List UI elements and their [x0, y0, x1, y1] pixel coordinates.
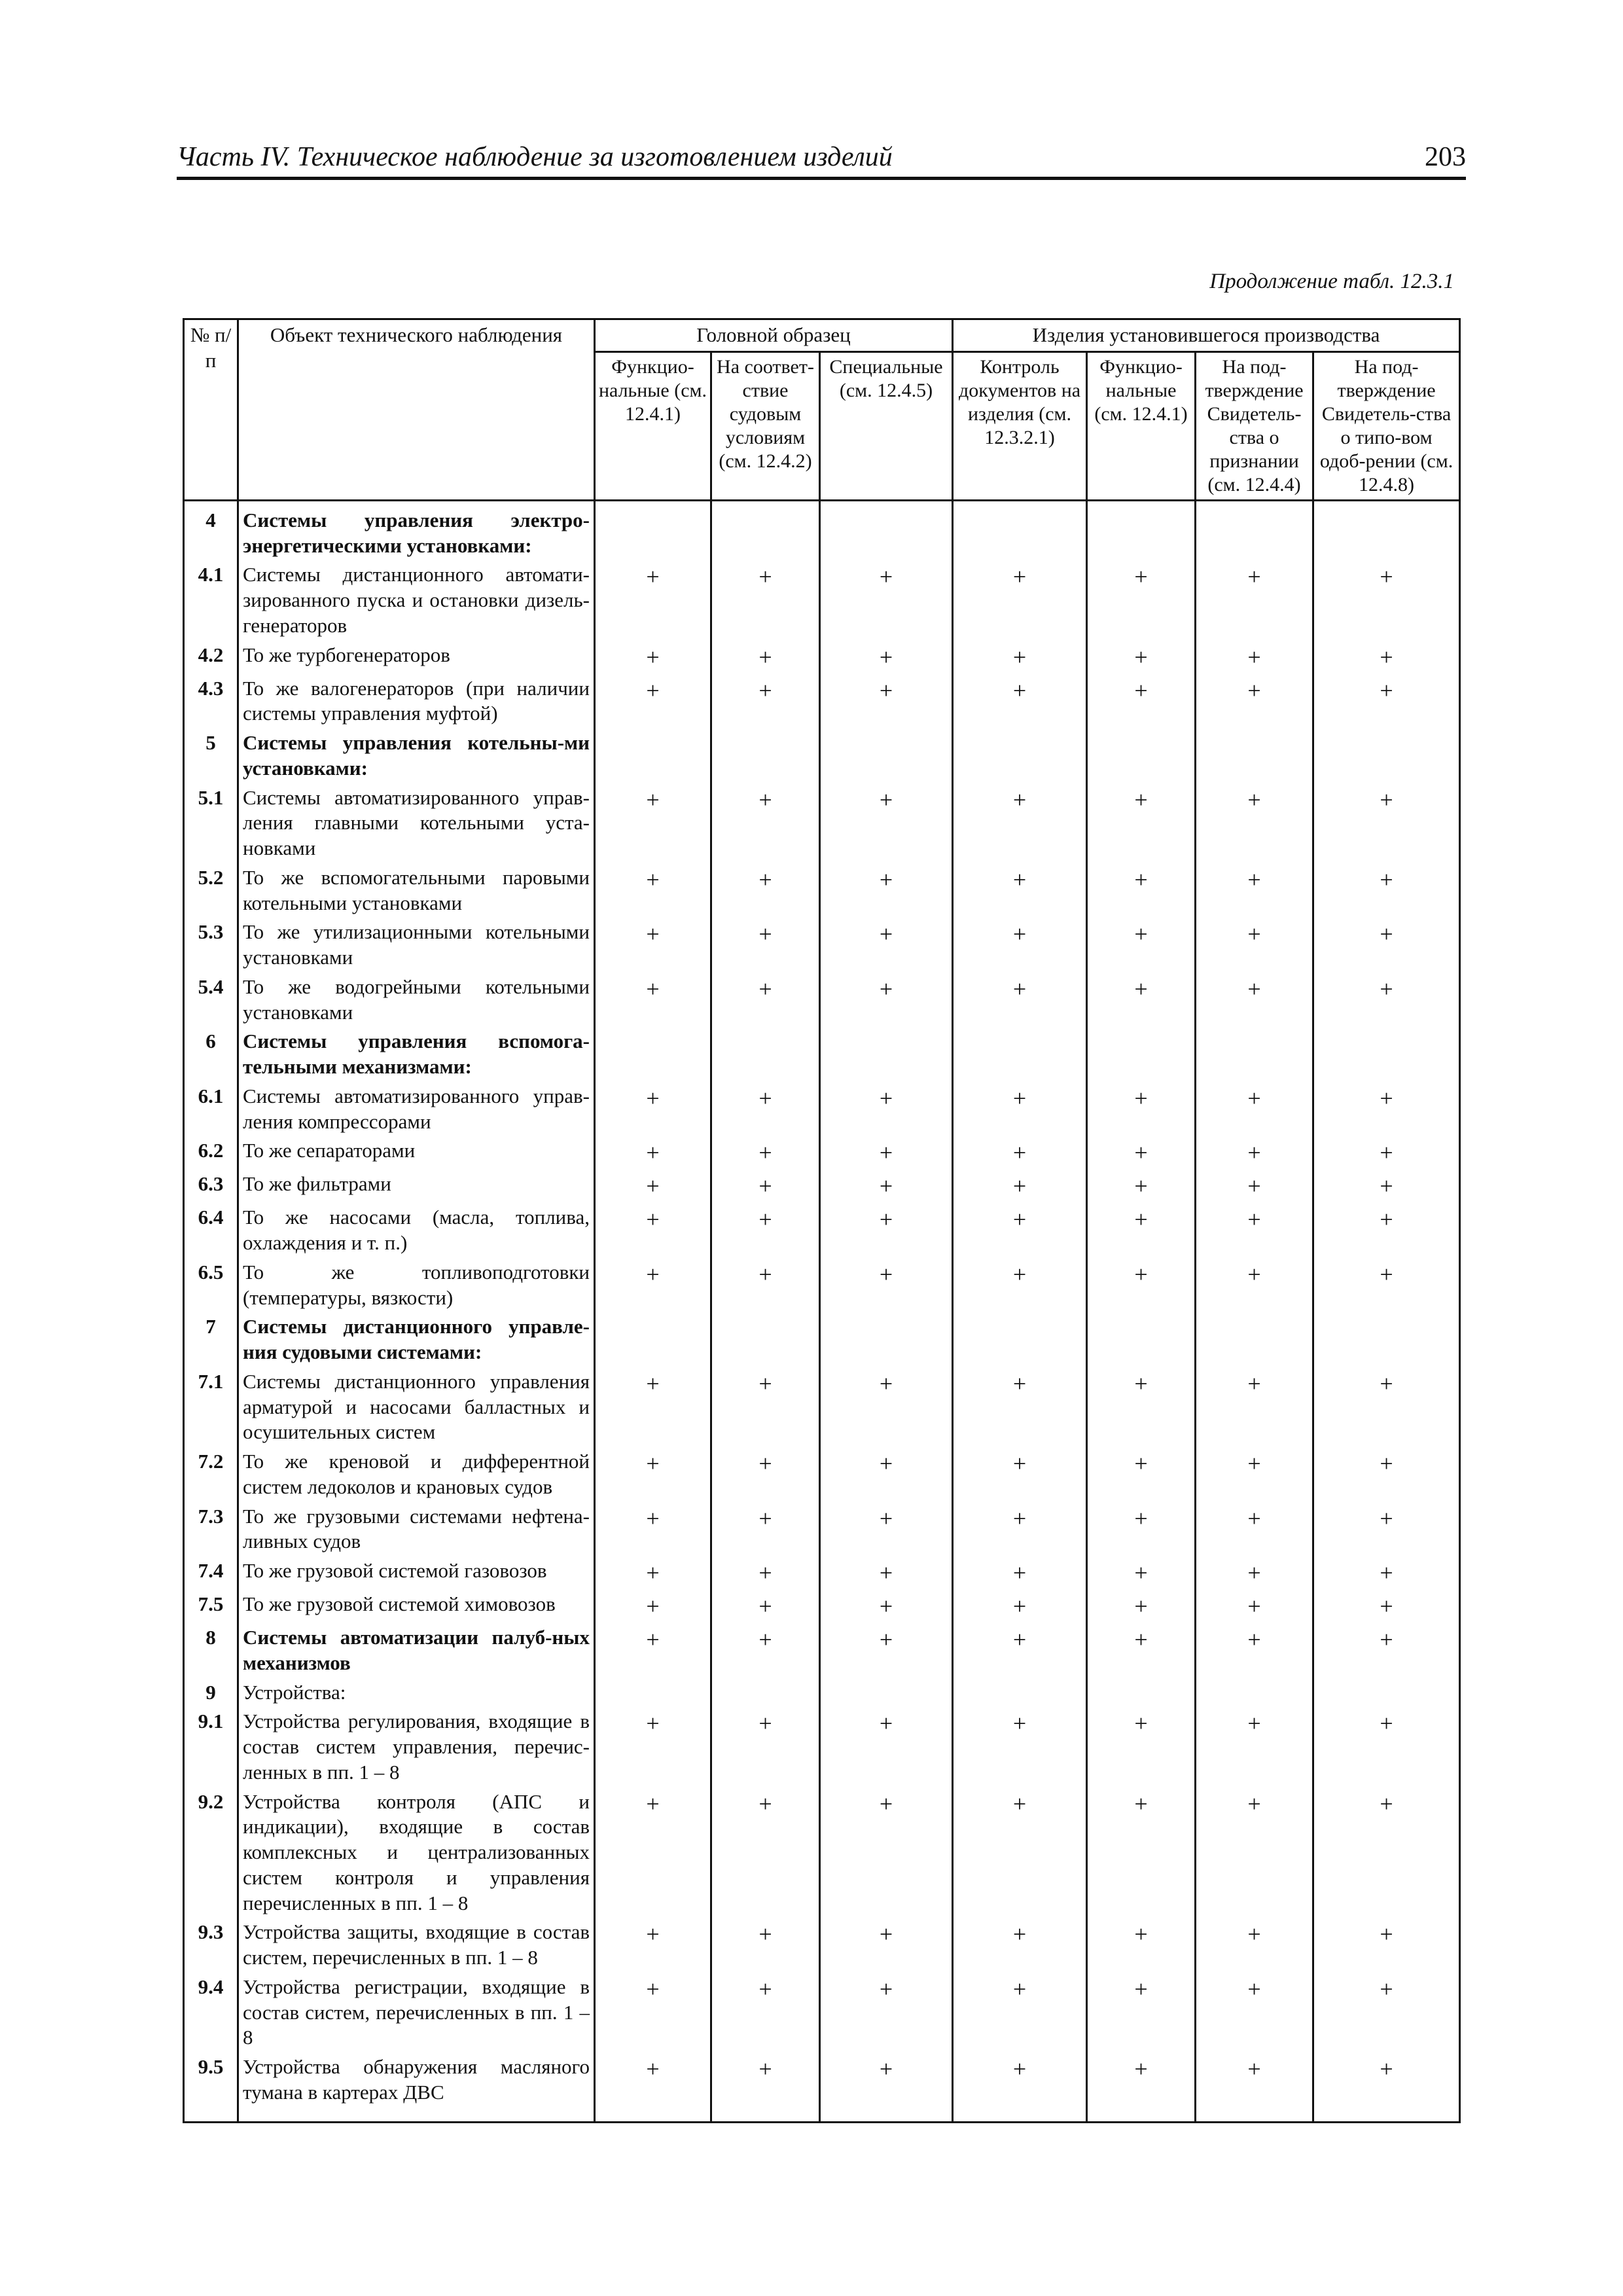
- row-object: То же грузовыми системами нефтена-ливных судов: [238, 1502, 595, 1557]
- row-mark: [953, 1678, 1087, 1708]
- row-object: То же топливоподготовки (температуры, вязкости): [238, 1258, 595, 1313]
- row-mark: +: [711, 1623, 820, 1678]
- row-mark: +: [1196, 1556, 1313, 1590]
- row-number: 6: [184, 1027, 238, 1082]
- row-mark: [711, 500, 820, 560]
- row-mark: +: [1196, 641, 1313, 674]
- row-mark: +: [1313, 1203, 1460, 1258]
- row-mark: +: [1087, 1082, 1196, 1137]
- row-mark: +: [711, 1590, 820, 1623]
- row-number: 9.4: [184, 1973, 238, 2053]
- row-mark: +: [820, 1502, 953, 1557]
- row-object: Системы управления котельны-ми установками:: [238, 728, 595, 783]
- row-object: То же турбогенераторов: [238, 641, 595, 674]
- row-mark: [1196, 1678, 1313, 1708]
- table-row: [184, 1082, 1460, 1137]
- row-number: 7.3: [184, 1502, 238, 1557]
- row-mark: +: [1313, 1502, 1460, 1557]
- table-row: [184, 1918, 1460, 1973]
- row-mark: [1313, 1312, 1460, 1367]
- table-row: [184, 560, 1460, 640]
- row-mark: +: [595, 1170, 711, 1203]
- row-number: 6.1: [184, 1082, 238, 1137]
- table-row: [184, 1707, 1460, 1787]
- table-row: [184, 2053, 1460, 2122]
- row-number: 7.5: [184, 1590, 238, 1623]
- row-mark: [595, 1027, 711, 1082]
- sub-header-5: Функцио-нальные (см. 12.4.1): [1087, 351, 1196, 500]
- table-row: [184, 973, 1460, 1028]
- row-mark: +: [1196, 1367, 1313, 1447]
- row-mark: [595, 1312, 711, 1367]
- row-mark: +: [1313, 783, 1460, 863]
- row-number: 6.5: [184, 1258, 238, 1313]
- row-mark: +: [1087, 1136, 1196, 1170]
- sub-header-1: Функцио-нальные (см. 12.4.1): [595, 351, 711, 500]
- row-number: 8: [184, 1623, 238, 1678]
- row-object: То же сепараторами: [238, 1136, 595, 1170]
- row-mark: +: [1313, 1973, 1460, 2053]
- row-object: То же грузовой системой химовозов: [238, 1590, 595, 1623]
- table-row: [184, 1203, 1460, 1258]
- row-mark: +: [820, 1082, 953, 1137]
- row-object: Системы управления электро-энергетическими установками:: [238, 500, 595, 560]
- row-mark: +: [953, 973, 1087, 1028]
- row-mark: +: [1196, 863, 1313, 918]
- row-mark: +: [711, 1556, 820, 1590]
- inspection-table: [183, 318, 1461, 2123]
- page-number: 203: [1425, 142, 1466, 172]
- row-mark: +: [953, 863, 1087, 918]
- row-mark: +: [1196, 1502, 1313, 1557]
- row-mark: +: [820, 918, 953, 973]
- row-mark: +: [1313, 1136, 1460, 1170]
- row-mark: +: [953, 1787, 1087, 1918]
- page-header: [177, 143, 1466, 180]
- row-mark: +: [1087, 1707, 1196, 1787]
- row-mark: +: [953, 641, 1087, 674]
- row-mark: +: [595, 918, 711, 973]
- row-object: Системы управления вспомога-тельными механизмами:: [238, 1027, 595, 1082]
- row-mark: +: [711, 2053, 820, 2122]
- row-mark: +: [1087, 1973, 1196, 2053]
- row-mark: +: [820, 1590, 953, 1623]
- row-mark: +: [711, 674, 820, 729]
- row-mark: +: [1196, 973, 1313, 1028]
- row-mark: +: [820, 1787, 953, 1918]
- row-mark: [1087, 500, 1196, 560]
- table-row: [184, 1258, 1460, 1313]
- row-mark: +: [1313, 1082, 1460, 1137]
- row-mark: +: [1087, 783, 1196, 863]
- row-mark: +: [953, 1707, 1087, 1787]
- row-number: 5.4: [184, 973, 238, 1028]
- table-row: [184, 1447, 1460, 1502]
- row-mark: +: [1196, 1623, 1313, 1678]
- row-mark: +: [1313, 1447, 1460, 1502]
- table-row: [184, 1312, 1460, 1367]
- row-mark: +: [1087, 1447, 1196, 1502]
- row-mark: +: [820, 1556, 953, 1590]
- row-number: 4.2: [184, 641, 238, 674]
- row-mark: [953, 500, 1087, 560]
- row-object: Устройства защиты, входящие в состав систем, перечисленных в пп. 1 – 8: [238, 1918, 595, 1973]
- row-mark: +: [711, 1918, 820, 1973]
- row-mark: +: [1313, 560, 1460, 640]
- row-mark: +: [1313, 1556, 1460, 1590]
- row-mark: [953, 728, 1087, 783]
- row-mark: +: [1087, 1590, 1196, 1623]
- row-mark: +: [1313, 641, 1460, 674]
- row-mark: +: [595, 560, 711, 640]
- running-title: Часть IV. Техническое наблюдение за изготовлением изделий: [177, 142, 893, 172]
- row-mark: +: [953, 783, 1087, 863]
- column-header-number: № п/п: [184, 319, 238, 501]
- row-mark: +: [711, 1170, 820, 1203]
- row-mark: +: [1087, 1170, 1196, 1203]
- table-row: [184, 1170, 1460, 1203]
- row-number: 5.2: [184, 863, 238, 918]
- row-mark: [820, 1312, 953, 1367]
- row-object: Устройства регистрации, входящие в состав систем, перечисленных в пп. 1 – 8: [238, 1973, 595, 2053]
- row-object: Системы дистанционного автомати-зированного пуска и остановки дизель-генераторов: [238, 560, 595, 640]
- row-mark: +: [1087, 1623, 1196, 1678]
- row-mark: +: [1313, 1918, 1460, 1973]
- row-mark: +: [820, 1258, 953, 1313]
- row-mark: +: [595, 1918, 711, 1973]
- row-mark: [820, 728, 953, 783]
- row-mark: +: [1087, 1367, 1196, 1447]
- row-mark: [1196, 1027, 1313, 1082]
- row-mark: [711, 728, 820, 783]
- row-object: Системы дистанционного управле-ния судовыми системами:: [238, 1312, 595, 1367]
- sub-header-6: На под-тверждение Свидетель-ства о признании (см. 12.4.4): [1196, 351, 1313, 500]
- row-mark: +: [595, 1447, 711, 1502]
- row-mark: +: [953, 1623, 1087, 1678]
- column-group-lead-sample: Головной образец: [595, 319, 953, 352]
- row-mark: [1087, 1678, 1196, 1708]
- row-mark: +: [820, 1707, 953, 1787]
- row-mark: +: [953, 1918, 1087, 1973]
- row-mark: +: [953, 1170, 1087, 1203]
- table-row: [184, 500, 1460, 560]
- row-mark: +: [953, 1258, 1087, 1313]
- row-mark: +: [1196, 1447, 1313, 1502]
- row-mark: [1196, 728, 1313, 783]
- sub-header-2: На соответ-ствие судовым условиям (см. 12.4.2): [711, 351, 820, 500]
- row-mark: +: [820, 973, 953, 1028]
- row-mark: [953, 1027, 1087, 1082]
- row-mark: +: [711, 1203, 820, 1258]
- row-object: То же вспомогательными паровыми котельными установками: [238, 863, 595, 918]
- row-object: Устройства регулирования, входящие в состав систем управления, перечис-ленных в пп. 1 – 8: [238, 1707, 595, 1787]
- row-mark: +: [1087, 918, 1196, 973]
- row-mark: [1087, 1312, 1196, 1367]
- row-mark: [820, 1678, 953, 1708]
- row-mark: +: [1087, 973, 1196, 1028]
- row-mark: +: [595, 973, 711, 1028]
- row-mark: +: [595, 1258, 711, 1313]
- row-mark: +: [595, 1082, 711, 1137]
- row-mark: +: [1313, 674, 1460, 729]
- table-row: [184, 728, 1460, 783]
- row-mark: +: [711, 783, 820, 863]
- row-mark: [595, 1678, 711, 1708]
- row-mark: [595, 500, 711, 560]
- row-mark: +: [953, 1590, 1087, 1623]
- row-mark: +: [820, 2053, 953, 2122]
- row-mark: [711, 1678, 820, 1708]
- table-row: [184, 863, 1460, 918]
- row-object: Системы автоматизированного управ-ления главными котельными уста-новками: [238, 783, 595, 863]
- row-mark: +: [711, 560, 820, 640]
- row-mark: +: [595, 1973, 711, 2053]
- row-mark: +: [595, 1623, 711, 1678]
- row-mark: +: [595, 2053, 711, 2122]
- row-mark: +: [1087, 1556, 1196, 1590]
- row-number: 9.2: [184, 1787, 238, 1918]
- row-mark: [1313, 728, 1460, 783]
- row-mark: +: [1196, 1170, 1313, 1203]
- column-group-serial-production: Изделия установившегося производства: [953, 319, 1460, 352]
- row-mark: +: [953, 1367, 1087, 1447]
- row-mark: +: [953, 918, 1087, 973]
- row-mark: +: [820, 641, 953, 674]
- row-mark: [1196, 500, 1313, 560]
- sub-header-7: На под-тверждение Свидетель-ства о типо-вом одоб-рении (см. 12.4.8): [1313, 351, 1460, 500]
- row-number: 4.1: [184, 560, 238, 640]
- row-object: То же утилизационными котельными установками: [238, 918, 595, 973]
- row-mark: +: [1087, 560, 1196, 640]
- row-mark: +: [595, 1203, 711, 1258]
- row-mark: [1313, 1027, 1460, 1082]
- row-object: То же креновой и дифферентной систем ледоколов и крановых судов: [238, 1447, 595, 1502]
- row-mark: +: [1313, 973, 1460, 1028]
- row-mark: +: [1196, 1136, 1313, 1170]
- row-object: Системы дистанционного управления арматурой и насосами балластных и осушительных систем: [238, 1367, 595, 1447]
- row-mark: +: [711, 1787, 820, 1918]
- table-body: [184, 500, 1460, 2122]
- row-mark: +: [1196, 1082, 1313, 1137]
- row-mark: [1087, 728, 1196, 783]
- row-number: 5: [184, 728, 238, 783]
- row-number: 7.4: [184, 1556, 238, 1590]
- row-mark: +: [1196, 2053, 1313, 2122]
- row-mark: +: [711, 1136, 820, 1170]
- row-mark: +: [1313, 1707, 1460, 1787]
- row-mark: [820, 500, 953, 560]
- row-mark: +: [820, 560, 953, 640]
- row-mark: +: [595, 1502, 711, 1557]
- row-mark: +: [820, 783, 953, 863]
- row-mark: +: [595, 674, 711, 729]
- row-mark: +: [711, 1973, 820, 2053]
- row-mark: +: [1087, 641, 1196, 674]
- row-mark: +: [595, 641, 711, 674]
- row-mark: +: [1087, 1918, 1196, 1973]
- row-object: Устройства обнаружения масляного тумана в картерах ДВС: [238, 2053, 595, 2122]
- row-mark: +: [1313, 918, 1460, 973]
- row-mark: [711, 1312, 820, 1367]
- table-row: [184, 1973, 1460, 2053]
- row-mark: +: [711, 1447, 820, 1502]
- row-mark: +: [1196, 1973, 1313, 2053]
- row-object: Устройства:: [238, 1678, 595, 1708]
- row-number: 4.3: [184, 674, 238, 729]
- row-mark: +: [595, 1136, 711, 1170]
- row-mark: +: [1087, 1203, 1196, 1258]
- row-number: 7: [184, 1312, 238, 1367]
- row-mark: +: [820, 1973, 953, 2053]
- row-mark: +: [1196, 1787, 1313, 1918]
- row-mark: +: [953, 1203, 1087, 1258]
- row-mark: +: [820, 1367, 953, 1447]
- row-mark: [595, 728, 711, 783]
- row-mark: +: [711, 1707, 820, 1787]
- table-row: [184, 1502, 1460, 1557]
- row-mark: +: [595, 1367, 711, 1447]
- row-number: 9: [184, 1678, 238, 1708]
- row-mark: +: [1313, 1170, 1460, 1203]
- row-mark: [1196, 1312, 1313, 1367]
- row-mark: +: [711, 1367, 820, 1447]
- row-mark: +: [711, 918, 820, 973]
- row-mark: +: [1313, 1258, 1460, 1313]
- row-number: 5.1: [184, 783, 238, 863]
- table-row: [184, 641, 1460, 674]
- row-mark: +: [1313, 1590, 1460, 1623]
- row-mark: +: [953, 1136, 1087, 1170]
- row-mark: +: [1196, 1918, 1313, 1973]
- row-mark: [1313, 500, 1460, 560]
- row-mark: +: [953, 1447, 1087, 1502]
- row-mark: +: [1087, 863, 1196, 918]
- row-mark: +: [1087, 1787, 1196, 1918]
- row-mark: +: [953, 1082, 1087, 1137]
- row-mark: +: [1087, 1502, 1196, 1557]
- row-mark: +: [953, 560, 1087, 640]
- row-mark: [820, 1027, 953, 1082]
- row-mark: [1087, 1027, 1196, 1082]
- row-mark: +: [820, 1447, 953, 1502]
- row-mark: +: [953, 2053, 1087, 2122]
- table-row: [184, 1590, 1460, 1623]
- row-number: 6.3: [184, 1170, 238, 1203]
- row-mark: +: [820, 1136, 953, 1170]
- row-mark: +: [820, 1170, 953, 1203]
- row-mark: +: [711, 641, 820, 674]
- row-mark: +: [711, 863, 820, 918]
- row-mark: +: [953, 1502, 1087, 1557]
- row-mark: +: [595, 1707, 711, 1787]
- row-number: 7.1: [184, 1367, 238, 1447]
- row-mark: +: [1313, 863, 1460, 918]
- sub-header-3: Специальные (см. 12.4.5): [820, 351, 953, 500]
- row-mark: +: [711, 973, 820, 1028]
- row-mark: +: [1087, 1258, 1196, 1313]
- row-mark: [953, 1312, 1087, 1367]
- row-mark: +: [1196, 1707, 1313, 1787]
- row-mark: +: [1196, 918, 1313, 973]
- row-mark: +: [1196, 674, 1313, 729]
- row-mark: +: [1087, 2053, 1196, 2122]
- table-row: [184, 918, 1460, 973]
- table-row: [184, 1136, 1460, 1170]
- row-mark: +: [1313, 1367, 1460, 1447]
- row-object: Системы автоматизированного управ-ления компрессорами: [238, 1082, 595, 1137]
- row-number: 9.3: [184, 1918, 238, 1973]
- row-mark: +: [820, 1623, 953, 1678]
- row-mark: +: [1313, 2053, 1460, 2122]
- row-mark: +: [820, 863, 953, 918]
- table-row: [184, 1787, 1460, 1918]
- row-mark: +: [1313, 1623, 1460, 1678]
- sub-header-4: Контроль документов на изделия (см. 12.3.2.1): [953, 351, 1087, 500]
- row-object: То же грузовой системой газовозов: [238, 1556, 595, 1590]
- table-row: [184, 1556, 1460, 1590]
- table-row: [184, 1678, 1460, 1708]
- row-number: 5.3: [184, 918, 238, 973]
- row-mark: +: [1196, 783, 1313, 863]
- row-number: 7.2: [184, 1447, 238, 1502]
- row-mark: +: [595, 863, 711, 918]
- row-object: То же насосами (масла, топлива, охлаждения и т. п.): [238, 1203, 595, 1258]
- row-mark: +: [1196, 560, 1313, 640]
- row-mark: [711, 1027, 820, 1082]
- row-object: То же фильтрами: [238, 1170, 595, 1203]
- row-object: Системы автоматизации палуб-ных механизмов: [238, 1623, 595, 1678]
- row-object: Устройства контроля (АПС и индикации), входящие в состав комплексных и централизованных систем контроля и управления перечисленных в пп. 1 – 8: [238, 1787, 595, 1918]
- row-mark: +: [595, 1556, 711, 1590]
- row-mark: +: [1313, 1787, 1460, 1918]
- row-mark: +: [595, 1787, 711, 1918]
- row-number: 9.5: [184, 2053, 238, 2122]
- table-row: [184, 1623, 1460, 1678]
- row-mark: +: [953, 1973, 1087, 2053]
- row-mark: +: [1087, 674, 1196, 729]
- table-caption: Продолжение табл. 12.3.1: [1209, 270, 1454, 293]
- row-mark: +: [820, 674, 953, 729]
- row-mark: +: [595, 1590, 711, 1623]
- row-mark: [1313, 1678, 1460, 1708]
- row-mark: +: [1196, 1258, 1313, 1313]
- row-mark: +: [1196, 1203, 1313, 1258]
- row-number: 6.2: [184, 1136, 238, 1170]
- column-header-object: Объект технического наблюдения: [238, 319, 595, 501]
- row-mark: +: [711, 1082, 820, 1137]
- row-object: То же водогрейными котельными установками: [238, 973, 595, 1028]
- row-object: То же валогенераторов (при наличии системы управления муфтой): [238, 674, 595, 729]
- row-number: 4: [184, 500, 238, 560]
- table-row: [184, 783, 1460, 863]
- table-row: [184, 674, 1460, 729]
- row-number: 9.1: [184, 1707, 238, 1787]
- row-mark: +: [711, 1258, 820, 1313]
- row-mark: +: [1196, 1590, 1313, 1623]
- row-number: 6.4: [184, 1203, 238, 1258]
- row-mark: +: [711, 1502, 820, 1557]
- row-mark: +: [953, 1556, 1087, 1590]
- table-row: [184, 1367, 1460, 1447]
- table-row: [184, 1027, 1460, 1082]
- row-mark: +: [595, 783, 711, 863]
- row-mark: +: [820, 1918, 953, 1973]
- row-mark: +: [953, 674, 1087, 729]
- row-mark: +: [820, 1203, 953, 1258]
